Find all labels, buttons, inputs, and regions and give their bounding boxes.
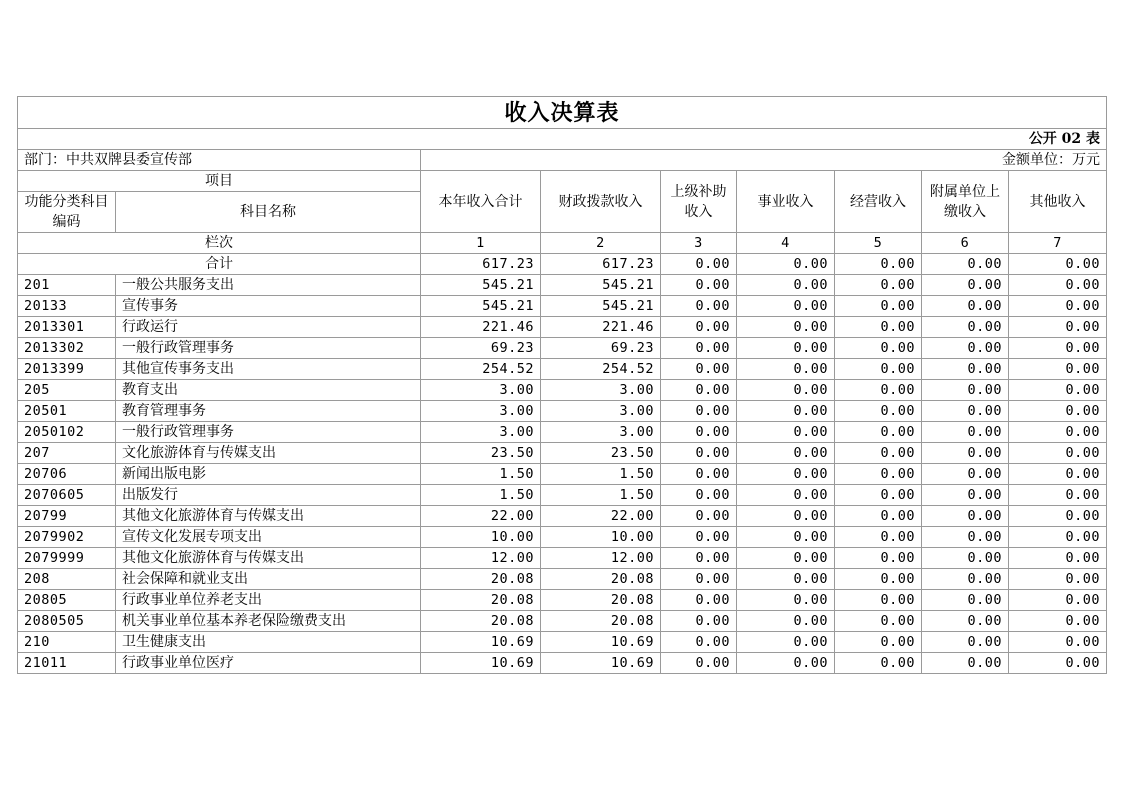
amount-cell: 545.21 [421, 275, 541, 296]
amount-cell: 0.00 [922, 422, 1009, 443]
amount-cell: 0.00 [661, 338, 737, 359]
amount-cell: 0.00 [1009, 338, 1107, 359]
amount-cell: 0.00 [661, 275, 737, 296]
subject-code: 208 [18, 569, 116, 590]
amount-cell: 0.00 [1009, 527, 1107, 548]
unit-label: 金额单位：万元 [421, 150, 1107, 171]
amount-cell: 12.00 [421, 548, 541, 569]
subject-code: 20133 [18, 296, 116, 317]
amount-cell: 22.00 [421, 506, 541, 527]
income-final-accounts-table [17, 96, 1107, 674]
table-row [18, 359, 1107, 380]
header-affiliate-income: 附属单位上缴收入 [922, 171, 1009, 233]
amount-cell: 20.08 [541, 569, 661, 590]
amount-cell: 0.00 [1009, 611, 1107, 632]
subject-code: 21011 [18, 653, 116, 674]
amount-cell: 0.00 [835, 569, 922, 590]
total-value: 0.00 [835, 254, 922, 275]
subject-name: 一般行政管理事务 [116, 422, 421, 443]
amount-cell: 0.00 [737, 548, 835, 569]
amount-cell: 0.00 [661, 527, 737, 548]
amount-cell: 0.00 [922, 317, 1009, 338]
amount-cell: 69.23 [421, 338, 541, 359]
table-row [18, 380, 1107, 401]
table-row [18, 548, 1107, 569]
subject-name: 教育支出 [116, 380, 421, 401]
column-index: 3 [661, 233, 737, 254]
amount-cell: 3.00 [541, 422, 661, 443]
subject-code: 2070605 [18, 485, 116, 506]
subject-code: 20799 [18, 506, 116, 527]
amount-cell: 22.00 [541, 506, 661, 527]
table-title: 收入决算表 [18, 97, 1107, 129]
column-index: 1 [421, 233, 541, 254]
amount-cell: 0.00 [661, 485, 737, 506]
amount-cell: 0.00 [835, 317, 922, 338]
amount-cell: 0.00 [661, 569, 737, 590]
amount-cell: 0.00 [737, 338, 835, 359]
amount-cell: 0.00 [1009, 485, 1107, 506]
amount-cell: 0.00 [737, 653, 835, 674]
amount-cell: 1.50 [421, 485, 541, 506]
form-number: 公开 02 表 [18, 129, 1107, 150]
amount-cell: 0.00 [835, 632, 922, 653]
amount-cell: 221.46 [541, 317, 661, 338]
table-row [18, 296, 1107, 317]
amount-cell: 0.00 [737, 422, 835, 443]
amount-cell: 0.00 [661, 380, 737, 401]
amount-cell: 545.21 [541, 296, 661, 317]
amount-cell: 0.00 [922, 590, 1009, 611]
total-label: 合计 [18, 254, 421, 275]
header-subject-name: 科目名称 [116, 192, 421, 233]
amount-cell: 20.08 [541, 590, 661, 611]
amount-cell: 0.00 [1009, 590, 1107, 611]
column-index-label: 栏次 [18, 233, 421, 254]
table-row [18, 338, 1107, 359]
amount-cell: 0.00 [661, 359, 737, 380]
subject-code: 207 [18, 443, 116, 464]
amount-cell: 0.00 [922, 611, 1009, 632]
total-value: 617.23 [421, 254, 541, 275]
subject-name: 其他宣传事务支出 [116, 359, 421, 380]
amount-cell: 10.00 [421, 527, 541, 548]
table-row [18, 443, 1107, 464]
amount-cell: 0.00 [737, 569, 835, 590]
amount-cell: 0.00 [922, 275, 1009, 296]
subject-name: 其他文化旅游体育与传媒支出 [116, 548, 421, 569]
subject-name: 卫生健康支出 [116, 632, 421, 653]
subject-code: 2013302 [18, 338, 116, 359]
amount-cell: 12.00 [541, 548, 661, 569]
amount-cell: 0.00 [737, 443, 835, 464]
amount-cell: 3.00 [421, 422, 541, 443]
table-row [18, 590, 1107, 611]
amount-cell: 0.00 [922, 443, 1009, 464]
amount-cell: 10.69 [541, 653, 661, 674]
amount-cell: 0.00 [737, 359, 835, 380]
subject-code: 210 [18, 632, 116, 653]
table-row [18, 401, 1107, 422]
amount-cell: 0.00 [661, 506, 737, 527]
amount-cell: 0.00 [1009, 632, 1107, 653]
amount-cell: 0.00 [835, 296, 922, 317]
amount-cell: 0.00 [922, 548, 1009, 569]
table-row [18, 632, 1107, 653]
subject-name: 宣传事务 [116, 296, 421, 317]
amount-cell: 0.00 [1009, 317, 1107, 338]
amount-cell: 3.00 [421, 401, 541, 422]
subject-name: 宣传文化发展专项支出 [116, 527, 421, 548]
amount-cell: 0.00 [922, 380, 1009, 401]
amount-cell: 0.00 [922, 632, 1009, 653]
amount-cell: 23.50 [421, 443, 541, 464]
total-value: 0.00 [737, 254, 835, 275]
subject-code: 20706 [18, 464, 116, 485]
amount-cell: 0.00 [922, 296, 1009, 317]
column-index: 6 [922, 233, 1009, 254]
amount-cell: 0.00 [661, 653, 737, 674]
amount-cell: 0.00 [661, 632, 737, 653]
subject-name: 其他文化旅游体育与传媒支出 [116, 506, 421, 527]
amount-cell: 0.00 [737, 380, 835, 401]
amount-cell: 0.00 [737, 464, 835, 485]
amount-cell: 10.69 [421, 632, 541, 653]
amount-cell: 0.00 [922, 359, 1009, 380]
amount-cell: 0.00 [835, 338, 922, 359]
subject-code: 2079902 [18, 527, 116, 548]
amount-cell: 0.00 [1009, 548, 1107, 569]
subject-name: 行政事业单位医疗 [116, 653, 421, 674]
subject-code: 205 [18, 380, 116, 401]
amount-cell: 0.00 [737, 506, 835, 527]
table-row [18, 653, 1107, 674]
header-total-income: 本年收入合计 [421, 171, 541, 233]
subject-code: 2050102 [18, 422, 116, 443]
subject-code: 201 [18, 275, 116, 296]
amount-cell: 0.00 [922, 569, 1009, 590]
amount-cell: 20.08 [421, 590, 541, 611]
amount-cell: 0.00 [922, 485, 1009, 506]
column-index: 7 [1009, 233, 1107, 254]
amount-cell: 0.00 [835, 359, 922, 380]
amount-cell: 1.50 [541, 464, 661, 485]
amount-cell: 0.00 [835, 401, 922, 422]
table-row [18, 422, 1107, 443]
subject-name: 机关事业单位基本养老保险缴费支出 [116, 611, 421, 632]
amount-cell: 0.00 [661, 422, 737, 443]
amount-cell: 10.69 [541, 632, 661, 653]
amount-cell: 0.00 [661, 443, 737, 464]
amount-cell: 254.52 [421, 359, 541, 380]
subject-code: 2013301 [18, 317, 116, 338]
subject-code: 2080505 [18, 611, 116, 632]
subject-code: 2079999 [18, 548, 116, 569]
column-index: 2 [541, 233, 661, 254]
table-row [18, 506, 1107, 527]
amount-cell: 0.00 [1009, 401, 1107, 422]
total-row [18, 254, 1107, 275]
column-index: 4 [737, 233, 835, 254]
amount-cell: 0.00 [835, 380, 922, 401]
amount-cell: 221.46 [421, 317, 541, 338]
subject-name: 出版发行 [116, 485, 421, 506]
subject-code: 20805 [18, 590, 116, 611]
amount-cell: 0.00 [922, 527, 1009, 548]
amount-cell: 0.00 [1009, 275, 1107, 296]
amount-cell: 0.00 [1009, 380, 1107, 401]
amount-cell: 0.00 [737, 275, 835, 296]
header-fiscal-allocation: 财政拨款收入 [541, 171, 661, 233]
amount-cell: 0.00 [737, 527, 835, 548]
header-project: 项目 [18, 171, 421, 192]
subject-name: 教育管理事务 [116, 401, 421, 422]
subject-code: 2013399 [18, 359, 116, 380]
amount-cell: 0.00 [835, 590, 922, 611]
table-row [18, 317, 1107, 338]
subject-name: 行政事业单位养老支出 [116, 590, 421, 611]
table-row [18, 485, 1107, 506]
amount-cell: 0.00 [1009, 443, 1107, 464]
subject-name: 社会保障和就业支出 [116, 569, 421, 590]
table-row [18, 527, 1107, 548]
total-value: 0.00 [922, 254, 1009, 275]
amount-cell: 0.00 [922, 653, 1009, 674]
amount-cell: 0.00 [835, 527, 922, 548]
amount-cell: 23.50 [541, 443, 661, 464]
amount-cell: 0.00 [661, 611, 737, 632]
amount-cell: 0.00 [835, 548, 922, 569]
amount-cell: 0.00 [1009, 296, 1107, 317]
header-operating-income: 经营收入 [835, 171, 922, 233]
amount-cell: 0.00 [737, 485, 835, 506]
amount-cell: 0.00 [737, 590, 835, 611]
amount-cell: 0.00 [835, 506, 922, 527]
subject-name: 一般公共服务支出 [116, 275, 421, 296]
amount-cell: 69.23 [541, 338, 661, 359]
amount-cell: 0.00 [737, 611, 835, 632]
amount-cell: 254.52 [541, 359, 661, 380]
table-row [18, 275, 1107, 296]
amount-cell: 0.00 [922, 401, 1009, 422]
amount-cell: 0.00 [1009, 653, 1107, 674]
amount-cell: 0.00 [661, 548, 737, 569]
amount-cell: 0.00 [922, 506, 1009, 527]
amount-cell: 545.21 [541, 275, 661, 296]
total-value: 617.23 [541, 254, 661, 275]
table-row [18, 569, 1107, 590]
amount-cell: 10.00 [541, 527, 661, 548]
subject-name: 文化旅游体育与传媒支出 [116, 443, 421, 464]
amount-cell: 0.00 [1009, 464, 1107, 485]
amount-cell: 0.00 [661, 401, 737, 422]
amount-cell: 0.00 [835, 443, 922, 464]
amount-cell: 0.00 [835, 653, 922, 674]
amount-cell: 3.00 [421, 380, 541, 401]
amount-cell: 20.08 [421, 611, 541, 632]
header-business-income: 事业收入 [737, 171, 835, 233]
subject-name: 行政运行 [116, 317, 421, 338]
department-label: 部门：中共双牌县委宣传部 [18, 150, 421, 171]
subject-name: 一般行政管理事务 [116, 338, 421, 359]
total-value: 0.00 [661, 254, 737, 275]
amount-cell: 0.00 [835, 611, 922, 632]
amount-cell: 545.21 [421, 296, 541, 317]
amount-cell: 3.00 [541, 401, 661, 422]
amount-cell: 0.00 [1009, 506, 1107, 527]
amount-cell: 0.00 [661, 317, 737, 338]
amount-cell: 3.00 [541, 380, 661, 401]
table-row [18, 611, 1107, 632]
header-function-code: 功能分类科目编码 [18, 192, 116, 233]
subject-code: 20501 [18, 401, 116, 422]
amount-cell: 0.00 [737, 317, 835, 338]
amount-cell: 1.50 [421, 464, 541, 485]
amount-cell: 0.00 [1009, 359, 1107, 380]
amount-cell: 0.00 [835, 485, 922, 506]
amount-cell: 0.00 [1009, 569, 1107, 590]
table-row [18, 464, 1107, 485]
header-other-income: 其他收入 [1009, 171, 1107, 233]
subject-name: 新闻出版电影 [116, 464, 421, 485]
amount-cell: 20.08 [541, 611, 661, 632]
amount-cell: 0.00 [835, 275, 922, 296]
amount-cell: 0.00 [737, 401, 835, 422]
amount-cell: 0.00 [737, 632, 835, 653]
amount-cell: 1.50 [541, 485, 661, 506]
amount-cell: 0.00 [661, 296, 737, 317]
amount-cell: 10.69 [421, 653, 541, 674]
column-index: 5 [835, 233, 922, 254]
amount-cell: 0.00 [922, 464, 1009, 485]
header-superior-subsidy: 上级补助收入 [661, 171, 737, 233]
total-value: 0.00 [1009, 254, 1107, 275]
amount-cell: 0.00 [737, 296, 835, 317]
amount-cell: 20.08 [421, 569, 541, 590]
amount-cell: 0.00 [835, 422, 922, 443]
amount-cell: 0.00 [661, 464, 737, 485]
amount-cell: 0.00 [1009, 422, 1107, 443]
amount-cell: 0.00 [661, 590, 737, 611]
amount-cell: 0.00 [835, 464, 922, 485]
amount-cell: 0.00 [922, 338, 1009, 359]
